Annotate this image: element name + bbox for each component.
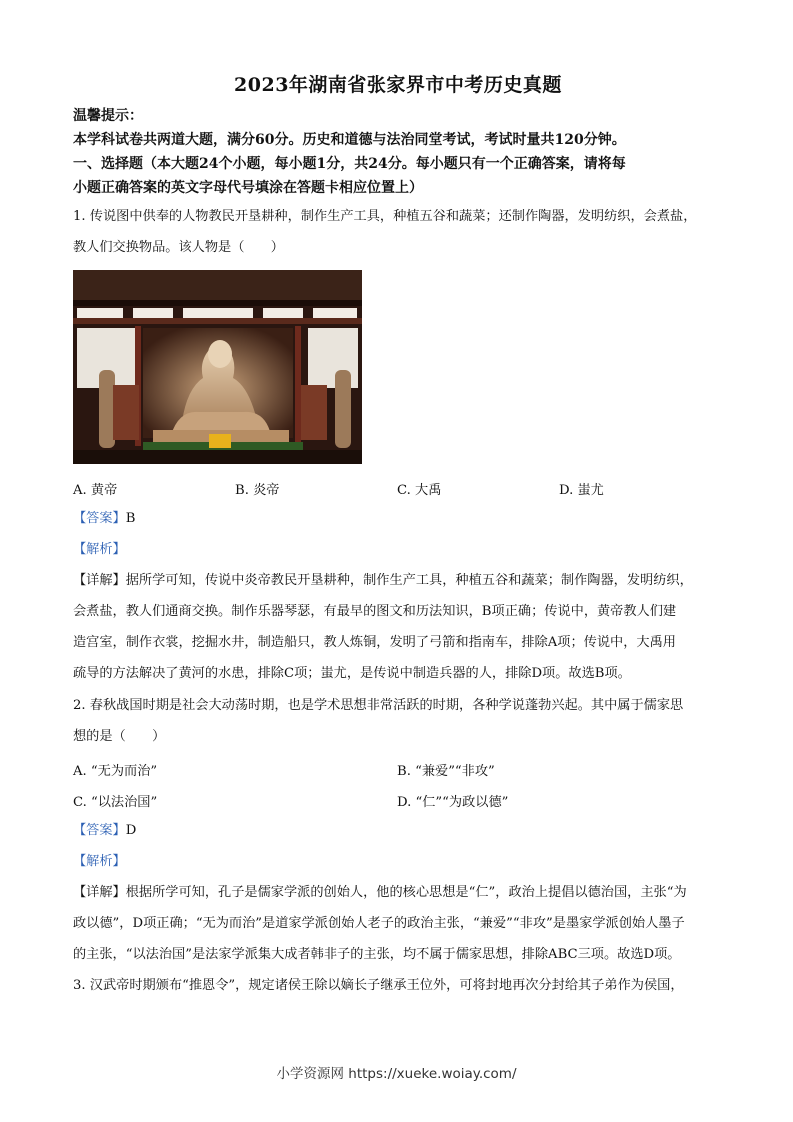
q2-answer — [73, 815, 723, 846]
analysis-tag: 【解析】 — [73, 854, 126, 869]
tips-heading: 温馨提示： — [73, 108, 143, 124]
detail-text: 根据所学可知，孔子是儒家学派的创始人，他的核心思想是“仁”，政治上提倡以德治国，主张“为 — [125, 885, 687, 900]
q1-stem-line1: 1. 传说图中供奉的人物教民开垦耕种，制作生产工具，种植五谷和蔬菜；还制作陶器，发明纺织，会煮盐， — [73, 209, 697, 224]
q2-detail-line2: 政以德”，D项正确；“无为而治”是道家学派创始人老子的政治主张，“兼爱”“非攻”是墨家学派创始人墨子 — [73, 916, 685, 931]
answer-value: B — [125, 511, 136, 526]
q2-option-d: D. “仁”“为政以德” — [397, 795, 509, 810]
section-heading-line2: 小题正确答案的英文字母代号填涂在答题卡相应位置上） — [73, 180, 423, 196]
q2-detail-line1 — [73, 877, 723, 908]
q2-detail-line3: 的主张，“以法治国”是法家学派集大成者韩非子的主张，均不属于儒家思想，排除ABC三项。故选D项。 — [73, 947, 681, 962]
analysis-tag: 【解析】 — [73, 542, 126, 557]
answer-tag: 【答案】 — [73, 511, 126, 526]
detail-tag: 【详解】 — [73, 573, 126, 588]
q1-option-b: B. 炎帝 — [235, 483, 280, 498]
q1-detail-line4: 疏导的方法解决了黄河的水患，排除C项；蚩尤，是传说中制造兵器的人，排除D项。故选B项。 — [73, 666, 631, 681]
q1-answer — [73, 503, 723, 534]
detail-text: 据所学可知，传说中炎帝教民开垦耕种，制作生产工具，种植五谷和蔬菜；制作陶器，发明纺织， — [125, 573, 693, 588]
section-heading-line1: 一、选择题（本大题24个小题，每小题1分，共24分。每小题只有一个正确答案，请将每 — [73, 156, 626, 172]
q1-detail-line3: 造宫室，制作衣裳，挖掘水井，制造船只，教人炼铜，发明了弓箭和指南车，排除A项；传说中，大禹用 — [73, 635, 676, 650]
q1-option-c: C. 大禹 — [397, 483, 442, 498]
q2-stem-line1: 2. 春秋战国时期是社会大动荡时期，也是学术思想非常活跃的时期，各种学说蓬勃兴起。其中属于儒家思 — [73, 698, 684, 713]
q1-option-a: A. 黄帝 — [73, 483, 118, 498]
q2-analysis — [73, 846, 723, 877]
page-title: 2023年湖南省张家界市中考历史真题 — [234, 74, 562, 96]
q1-analysis — [73, 534, 723, 565]
footer-watermark: 小学资源网 https://xueke.woiay.com/ — [276, 1066, 517, 1082]
q1-option-d: D. 蚩尤 — [559, 483, 604, 498]
answer-tag: 【答案】 — [73, 823, 126, 838]
q2-stem-line2: 想的是（ ） — [73, 729, 166, 744]
q1-detail-line1 — [73, 565, 723, 596]
q1-detail-line2: 会煮盐，教人们通商交换。制作乐器琴瑟，有最早的图文和历法知识，B项正确；传说中，黄帝教人们建 — [73, 604, 677, 619]
statue-photo — [73, 270, 362, 464]
tips-line: 本学科试卷共两道大题，满分60分。历史和道德与法治同堂考试，考试时量共120分钟。 — [73, 132, 626, 148]
detail-tag: 【详解】 — [73, 885, 126, 900]
q1-stem-line2: 教人们交换物品。该人物是（ ） — [73, 240, 284, 255]
q2-option-b: B. “兼爱”“非攻” — [397, 764, 495, 779]
q3-stem-line1: 3. 汉武帝时期颁布“推恩令”，规定诸侯王除以嫡长子继承王位外，可将封地再次分封给其子弟作为侯国， — [73, 978, 684, 993]
q2-option-c: C. “以法治国” — [73, 795, 158, 810]
q2-option-a: A. “无为而治” — [73, 764, 158, 779]
answer-value: D — [125, 823, 137, 838]
